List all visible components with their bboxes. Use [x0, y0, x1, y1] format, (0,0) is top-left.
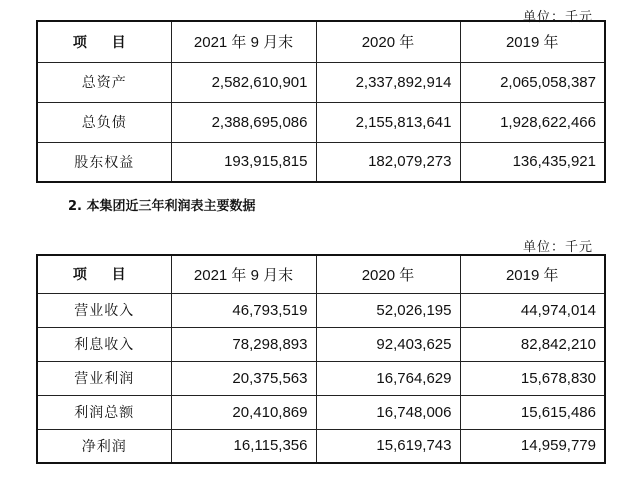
row-label: 总资产 — [37, 62, 171, 102]
cell-value: 15,619,743 — [316, 429, 460, 463]
cell-value: 78,298,893 — [171, 327, 316, 361]
cell-value: 2,155,813,641 — [316, 102, 460, 142]
row-label: 利息收入 — [37, 327, 171, 361]
row-label: 净利润 — [37, 429, 171, 463]
cell-value: 20,410,869 — [171, 395, 316, 429]
cell-value: 2,065,058,387 — [460, 62, 605, 102]
unit-label-income: 单位：千元 — [522, 240, 593, 255]
cell-value: 16,764,629 — [316, 361, 460, 395]
table-header-row — [37, 255, 605, 293]
header-item: 项 目 — [37, 255, 171, 293]
cell-value: 15,615,486 — [460, 395, 605, 429]
table-row — [37, 429, 605, 463]
cell-value: 52,026,195 — [316, 293, 460, 327]
header-item: 项 目 — [37, 21, 171, 62]
cell-value: 92,403,625 — [316, 327, 460, 361]
row-label: 总负债 — [37, 102, 171, 142]
cell-value: 16,748,006 — [316, 395, 460, 429]
table-row — [37, 102, 605, 142]
cell-value: 2,388,695,086 — [171, 102, 316, 142]
table-row — [37, 142, 605, 182]
header-2020: 2020 年 — [316, 255, 460, 293]
cell-value: 15,678,830 — [460, 361, 605, 395]
header-2021-sep: 2021 年 9 月末 — [171, 255, 316, 293]
cell-value: 44,974,014 — [460, 293, 605, 327]
cell-value: 2,582,610,901 — [171, 62, 316, 102]
header-2019: 2019 年 — [460, 255, 605, 293]
table-row — [37, 293, 605, 327]
cell-value: 14,959,779 — [460, 429, 605, 463]
table-row — [37, 327, 605, 361]
cell-value: 2,337,892,914 — [316, 62, 460, 102]
row-label: 营业收入 — [37, 293, 171, 327]
cell-value: 193,915,815 — [171, 142, 316, 182]
cell-value: 136,435,921 — [460, 142, 605, 182]
table-row — [37, 361, 605, 395]
row-label: 股东权益 — [37, 142, 171, 182]
cell-value: 16,115,356 — [171, 429, 316, 463]
table-row — [37, 62, 605, 102]
cell-value: 182,079,273 — [316, 142, 460, 182]
income-statement-table — [36, 254, 606, 464]
balance-sheet-table — [36, 20, 606, 183]
row-label: 利润总额 — [37, 395, 171, 429]
cell-value: 46,793,519 — [171, 293, 316, 327]
section-heading: 2. 本集团近三年利润表主要数据 — [68, 199, 256, 214]
cell-value: 82,842,210 — [460, 327, 605, 361]
table-row — [37, 395, 605, 429]
table-header-row — [37, 21, 605, 62]
header-2019: 2019 年 — [460, 21, 605, 62]
cell-value: 20,375,563 — [171, 361, 316, 395]
header-2020: 2020 年 — [316, 21, 460, 62]
header-2021-sep: 2021 年 9 月末 — [171, 21, 316, 62]
row-label: 营业利润 — [37, 361, 171, 395]
cell-value: 1,928,622,466 — [460, 102, 605, 142]
unit-label-balance: 单位：千元 — [522, 10, 593, 25]
